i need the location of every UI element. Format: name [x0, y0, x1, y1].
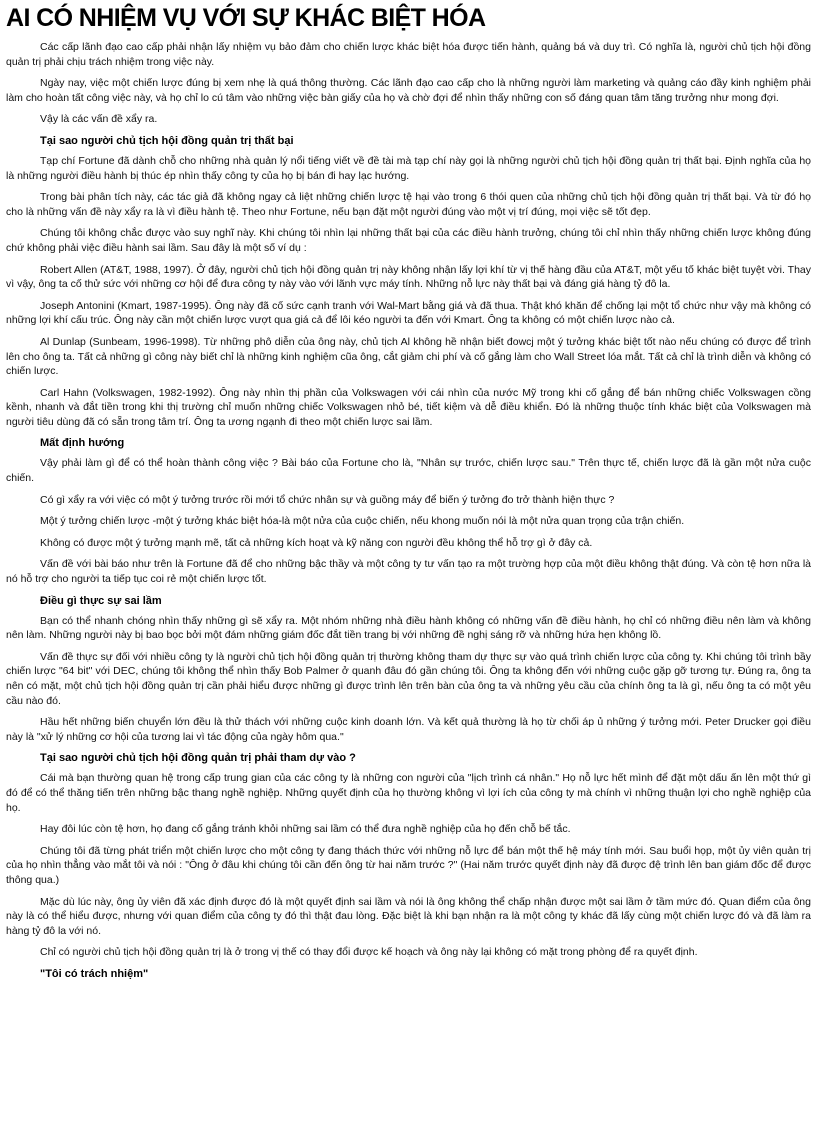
paragraph: Vấn đề thực sự đối với nhiều công ty là người chủ tịch hội đồng quản trị thường không tham dự thực sự vào quá trình chiến lược của công ty. Khi chúng tôi trình bầy chiến lược "64 bit" với DEC, chúng tôi không thể nhìn thấy Bob Palmer ở quanh đâu đó gần chúng tôi. Ông ta không đến với những cuộc gặp gỡ tương tự. Đúng ra, ông ta nên có mặt, một chủ tịch hội đồng quản trị cần phải hiểu được những gì được trình lên trên bàn của ông ta và những yêu cầu của chính ông ta là gì, nếu ông ta có một yêu cầu nào đó.: [6, 650, 811, 707]
section-heading: Tại sao người chủ tịch hội đồng quản trị phải tham dự vào ?: [40, 752, 356, 765]
section-heading: "Tôi có trách nhiệm": [40, 967, 149, 980]
paragraph: Chúng tôi đã từng phát triển một chiến lược cho một công ty đang thách thức với những nỗ lực để bán một thế hệ máy tính mới. Sau buổi họp, một ủy viên quản trị của họ nhìn thẳng vào mắt tôi và nói : "Ông ở đâu khi chúng tôi cần đến ông từ hai năm trước ?" (Hai năm trước quyết định này đã được đệ trình lên ban giám đốc để được thông qua.): [6, 844, 811, 886]
paragraph: Vấn đề với bài báo như trên là Fortune đã để cho những bậc thầy và một công ty tư vấn tạo ra một trường hợp của một điều không thật đúng. Và còn tệ hơn nữa là nó hỗ trợ cho người ta tiếp tục coi rẻ một chiến lược tốt.: [6, 558, 811, 586]
section-heading: Điều gì thực sự sai lầm: [40, 594, 162, 607]
paragraph: Trong bài phân tích này, các tác giả đã không ngay cả liệt những chiến lược tệ hại vào trong 6 thói quen của những chủ tịch hội đồng quản trị thất bại. Và từ đó họ cho là những vấn đề này xẩy ra là vì điều hành tệ. Theo như Fortune, nếu bạn đặt một người đúng vào một vị trí đúng, mọi việc sẽ tốt đẹp.: [6, 191, 811, 218]
paragraph: Robert Allen (AT&T, 1988, 1997). Ở đây, người chủ tịch hội đồng quản trị này không nhận lấy lợi khí từ vị thế hàng đầu của AT&T, một yếu tố khác biệt tuyệt vời. Thay vì vậy, ông ta cố thử sức với những cơ hội để đưa công ty này vào với lãnh vực máy tính. Những nỗ lực này thất bại và đáng giá hàng tỷ đô la.: [6, 263, 811, 291]
paragraph: Carl Hahn (Volkswagen, 1982-1992). Ông này nhìn thị phần của Volkswagen với cái nhìn của nước Mỹ trong khi cố gắng để bán những chiếc Volkswagen cồng kềnh, nhanh và đắt tiền trong khi thị trường chỉ muốn những chiếc Volkswagen nhỏ bé, tiết kiệm và dễ điều khiển. Đó là những thuộc tính khác biệt của Volkswagen mà người tiêu dùng đã có sẵn trong tâm trí. Ông ta ương ngạnh đi theo một chiến lược sai lầm.: [6, 386, 811, 428]
document-body: [6, 40, 811, 981]
section-heading: Mất định hướng: [40, 437, 125, 450]
section-heading: Tại sao người chủ tịch hội đồng quản trị thất bại: [40, 134, 294, 147]
paragraph: Chỉ có người chủ tịch hội đồng quản trị là ở trong vị thế có thay đổi được kế hoạch và ông này lại không có mặt trong phòng để ra quyết định.: [40, 946, 698, 959]
paragraph: Không có được một ý tưởng mạnh mẽ, tất cả những kích hoạt và kỹ năng con người đều không thể hỗ trợ gì ở đây cả.: [40, 536, 593, 549]
paragraph: Mặc dù lúc này, ông ủy viên đã xác định được đó là một quyết định sai lầm và nói là ông không thể chấp nhận được một sai lầm ở tầm mức đó. Quan điểm của ông này là có thể hiểu được, nhưng với quan điểm của công ty đó thì thật đau lòng. Đặc biệt là khi bạn nhận ra là một công ty khác đã lấy cùng một chiến lược đó và đã làm ra hàng tỷ đô la với nó.: [6, 895, 811, 937]
paragraph: Hay đôi lúc còn tệ hơn, họ đang cố gắng tránh khỏi những sai lầm có thể đưa nghề nghiệp của họ đến chỗ bế tắc.: [40, 823, 571, 836]
paragraph: Al Dunlap (Sunbeam, 1996-1998). Từ những phô diễn của ông này, chủ tịch Al không hề nhận biết đowcj một ý tưởng khác biệt tốt nào nếu chúng có được để trình lên cho ông ta. Tất cả những gì công này biết chỉ là những kinh nghiệm cũa ông, cắt giảm chi phí và cố gắng làm cho Wall Street lóa mắt. Tất cả chỉ là trình diễn và không có chiến lược.: [6, 335, 811, 378]
paragraph: Joseph Antonini (Kmart, 1987-1995). Ông này đã cố sức cạnh tranh với Wal-Mart bằng giá và đã thua. Thật khó khăn để chống lại một tổ chức như vậy mà không có những lợi khí cấu trúc. Ông này cần một chiến lược vượt qua giá cả để lôi kéo người ta đến với Kmart. Ông ta không có một chiến lược nào cả.: [6, 299, 811, 327]
paragraph: Ngày nay, việc một chiến lược đúng bị xem nhẹ là quá thông thường. Các lãnh đạo cao cấp cho là những người làm marketing và quảng cáo đầy kinh nghiệm phải làm cho hoàn tất công việc này, và họ chỉ lo cú tâm vào những việc bàn giấy của họ và chờ đợi để nhìn thấy những con số đáng quan tâm tăng trưởng như mong đợi.: [6, 77, 811, 104]
paragraph: Chúng tôi không chắc được vào suy nghĩ này. Khi chúng tôi nhìn lại những thất bại của các điều hành trưởng, chúng tôi chỉ nhìn thấy những chiến lược không đúng chứ không phải việc điều hành sai lầm. Sau đây là một số ví dụ :: [6, 227, 811, 254]
paragraph: Một ý tưởng chiến lược -một ý tưởng khác biệt hóa-là một nửa của cuộc chiến, nếu khong muốn nói là một nửa quan trọng của trận chiến.: [40, 515, 685, 528]
paragraph: Có gì xẩy ra với việc có một ý tưởng trước rồi mới tổ chức nhân sự và guồng máy để biến ý tưởng đo trở thành hiện thực ?: [40, 493, 615, 506]
paragraph: Cái mà bạn thường quan hệ trong cấp trung gian của các công ty là những con người của "lịch trình cá nhân." Họ nỗ lực hết mình để đặt một dấu ấn lên một thứ gì đó để có thể thăng tiến trên những bậc thang nghề nghiệp. Những quyết định của họ thường không vì lợi ích của công ty mà chính vì những thuận lợi cho nghề nghiệp của họ.: [6, 772, 811, 814]
paragraph: Vậy phải làm gì để có thể hoàn thành công việc ? Bài báo của Fortune cho là, "Nhân sự trước, chiến lược sau." Trên thực tế, chiến lược đã là gần một nửa cuộc chiến.: [6, 457, 811, 485]
paragraph: Bạn có thể nhanh chóng nhìn thấy những gì sẽ xẩy ra. Một nhóm những nhà điều hành không có những vấn đề điều hành, họ chỉ có những điều nên làm và không nên làm. Những người này bị bao bọc bởi một đám những giám đốc đắt tiền trang bị với những đề nghị sáng rỡ và những hứa hẹn không lồ.: [6, 614, 811, 642]
paragraph: Hầu hết những biến chuyển lớn đều là thử thách với những cuộc kinh doanh lớn. Và kết quả thường là họ từ chối áp ủ những ý tưởng mới. Peter Drucker gọi điều này là "xử lý những cơ hội của tương lai vì tác động của ngày hôm qua.": [6, 716, 811, 743]
document-title: AI CÓ NHIỆM VỤ VỚI SỰ KHÁC BIỆT HÓA: [6, 4, 486, 32]
paragraph: Các cấp lãnh đạo cao cấp phải nhận lấy nhiệm vụ bảo đảm cho chiến lược khác biệt hóa được tiến hành, quảng bá và duy trì. Có nghĩa là, người chủ tịch hội đồng quản trị phải chịu trách nhiệm trong việc này.: [6, 41, 811, 68]
paragraph: Tạp chí Fortune đã dành chỗ cho những nhà quản lý nổi tiếng viết về đề tài mà tạp chí này gọi là những người chủ tịch hội đồng quản trị thất bại. Định nghĩa của họ là những người điều hành bị thúc ép nhìn thấy công ty của họ bị bán đi hay lạc hướng.: [6, 154, 811, 182]
paragraph: Vậy là các vấn đề xẩy ra.: [40, 113, 158, 126]
